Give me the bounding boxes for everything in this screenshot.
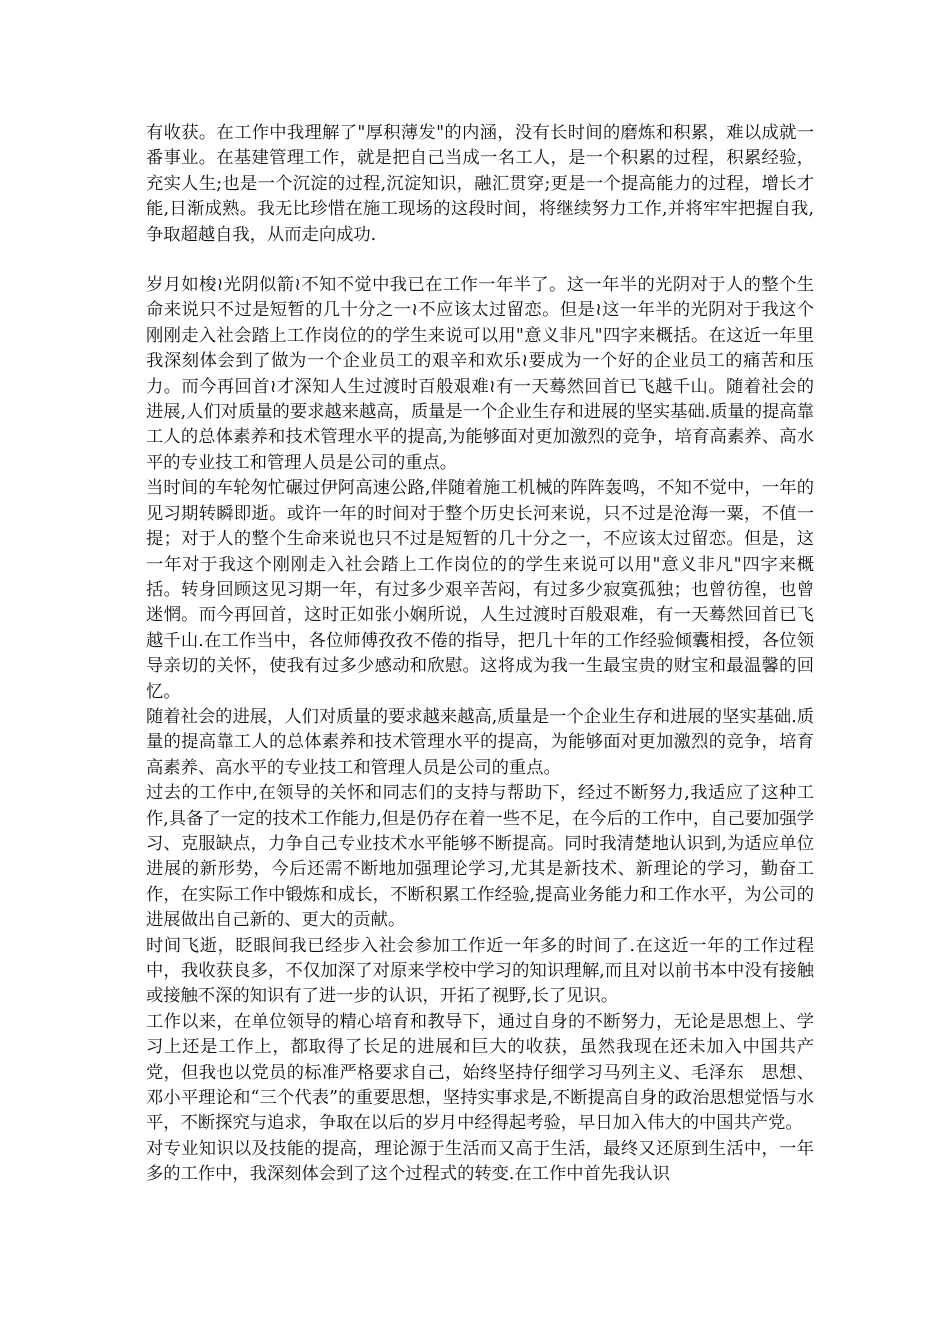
paragraph-5: 过去的工作中,在领导的关怀和同志们的支持与帮助下，经过不断努力,我适应了这种工作,具备了一定的技术工作能力,但是仍存在着一些不足，在今后的工作中，自己要加强学习、克服缺点，力争自己专业技术水平能够不断提高。同时我清楚地认识到,为适应单位进展的新形势，今后还需不断地加强理论学习,尤其是新技术、新理论的学习，勤奋工作，在实际工作中锻炼和成长，不断积累工作经验,提高业务能力和工作水平，为公司的进展做出自己新的、更大的贡献。 [146, 783, 814, 931]
paragraph-6: 时间飞逝，眨眼间我已经步入社会参加工作近一年多的时间了.在这近一年的工作过程中，我收获良多，不仅加深了对原来学校中学习的知识理解,而且对以前书本中没有接触或接触不深的知识有了进一步的认识，开拓了视野,长了见识。 [146, 935, 814, 1007]
paragraph-8: 对专业知识以及技能的提高，理论源于生活而又高于生活，最终又还原到生活中，一年多的工作中，我深刻体会到了这个过程式的转变.在工作中首先我认识 [146, 1138, 814, 1185]
document-body [146, 121, 814, 1188]
paragraph-4: 随着社会的进展，人们对质量的要求越来越高,质量是一个企业生存和进展的坚实基础.质量的提高靠工人的总体素养和技术管理水平的提高，为能够面对更加激烈的竞争，培育高素养、高水平的专业技工和管理人员是公司的重点。 [146, 706, 814, 778]
paragraph-2: 岁月如梭≀光阴似箭≀不知不觉中我已在工作一年半了。这一年半的光阴对于人的整个生命来说只不过是短暂的几十分之一≀不应该太过留恋。但是≀这一年半的光阴对于我这个刚刚走入社会踏上工作岗位的的学生来说可以用"意义非凡"四字来概括。在这近一年里我深刻体会到了做为一个企业员工的艰辛和欢乐≀要成为一个好的企业员工的痛苦和压力。而今再回首≀才深知人生过渡时百般艰难≀有一天蓦然回首已飞越千山。随着社会的进展,人们对质量的要求越来越高，质量是一个企业生存和进展的坚实基础.质量的提高靠工人的总体素养和技术管理水平的提高,为能够面对更加激烈的竞争，培育高素养、高水平的专业技工和管理人员是公司的重点。 [146, 275, 814, 473]
paragraph-7: 工作以来，在单位领导的精心培育和教导下，通过自身的不断努力，无论是思想上、学习上还是工作上，都取得了长足的进展和巨大的收获，虽然我现在还未加入中国共产党，但我也以党员的标准严格要求自己，始终坚持仔细学习马列主义、毛泽东 思想、邓小平理论和“三个代表”的重要思想，坚持实事求是,不断提高自身的政治思想觉悟与水平，不断探究与追求，争取在以后的岁月中经得起考验，早日加入伟大的中国共产党。 [146, 1011, 814, 1134]
paragraph-spacer [146, 248, 814, 273]
paragraph-1: 有收获。在工作中我理解了"厚积薄发"的内涵，没有长时间的磨炼和积累，难以成就一番事业。在基建管理工作，就是把自己当成一名工人，是一个积累的过程，积累经验，充实人生;也是一个沉淀的过程,沉淀知识，融汇贯穿;更是一个提高能力的过程，增长才能,日渐成熟。我无比珍惜在施工现场的这段时间，将继续努力工作,并将牢牢把握自我,争取超越自我，从而走向成功. [146, 123, 814, 245]
paragraph-3: 当时间的车轮匆忙碾过伊阿高速公路,伴随着施工机械的阵阵轰鸣，不知不觉中，一年的见习期转瞬即逝。或许一年的时间对于整个历史长河来说，只不过是沧海一粟，不值一提；对于人的整个生命来说也只不过是短暂的几十分之一，不应该太过留恋。但是，这一年对于我这个刚刚走入社会踏上工作岗位的的学生来说可以用"意义非凡"四字来概括。转身回顾这见习期一年，有过多少艰辛苦闷，有过多少寂寞孤独；也曾彷徨，也曾迷惘。而今再回首，这时正如张小娴所说，人生过渡时百般艰难，有一天蓦然回首已飞越千山.在工作当中，各位师傅孜孜不倦的指导，把几十年的工作经验倾囊相授，各位领导亲切的关怀，使我有过多少感动和欣慰。这将成为我一生最宝贵的财宝和最温馨的回忆。 [146, 478, 814, 702]
